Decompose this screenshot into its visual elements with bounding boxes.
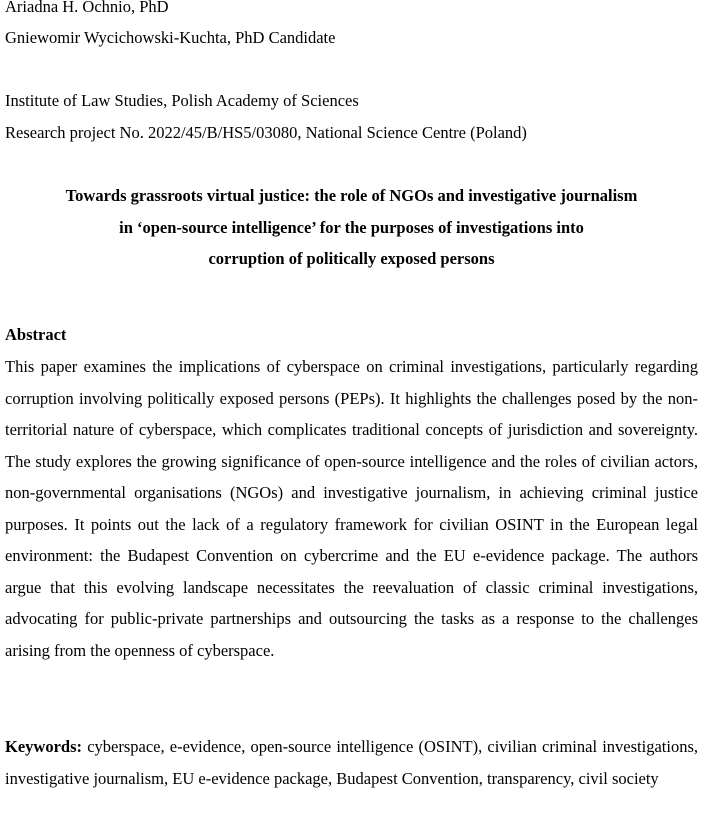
abstract-heading: Abstract [5,325,67,344]
keywords-block [5,731,698,794]
paper-title-line-2: in ‘open-source intelligence’ for the purposes of investigations into [119,218,584,237]
abstract-text: This paper examines the implications of cyberspace on criminal investigations, particularly regarding corruption involving politically exposed persons (PEPs). It highlights the challenges posed by the non-territorial nature of cyberspace, which complicates traditional concepts of jurisdiction and sovereignty. The study explores the growing significance of open-source intelligence and the roles of civilian actors, non-governmental organisations (NGOs) and investigative journalism, in achieving criminal justice purposes. It points out the lack of a regulatory framework for civilian OSINT in the European legal environment: the Budapest Convention on cybercrime and the EU e-evidence package. The authors argue that this evolving landscape necessitates the reevaluation of classic criminal investigations, advocating for public-private partnerships and outsourcing the tasks as a response to the challenges arising from the openness of cyberspace. [5,357,698,660]
affiliation-institute: Institute of Law Studies, Polish Academy of Sciences [5,91,359,110]
author-1: Ariadna H. Ochnio, PhD [5,0,169,16]
keywords-text: cyberspace, e-evidence, open-source intelligence (OSINT), civilian criminal investigations, investigative journalism, EU e-evidence package, Budapest Convention, transparency, civil society [5,737,698,788]
keywords-label: Keywords: [5,737,82,756]
paper-title-line-1: Towards grassroots virtual justice: the role of NGOs and investigative journalism [65,186,638,205]
paper-title-line-3: corruption of politically exposed persons [208,249,495,268]
author-2: Gniewomir Wycichowski-Kuchta, PhD Candidate [5,28,336,47]
affiliation-project: Research project No. 2022/45/B/HS5/03080, National Science Centre (Poland) [5,123,527,142]
